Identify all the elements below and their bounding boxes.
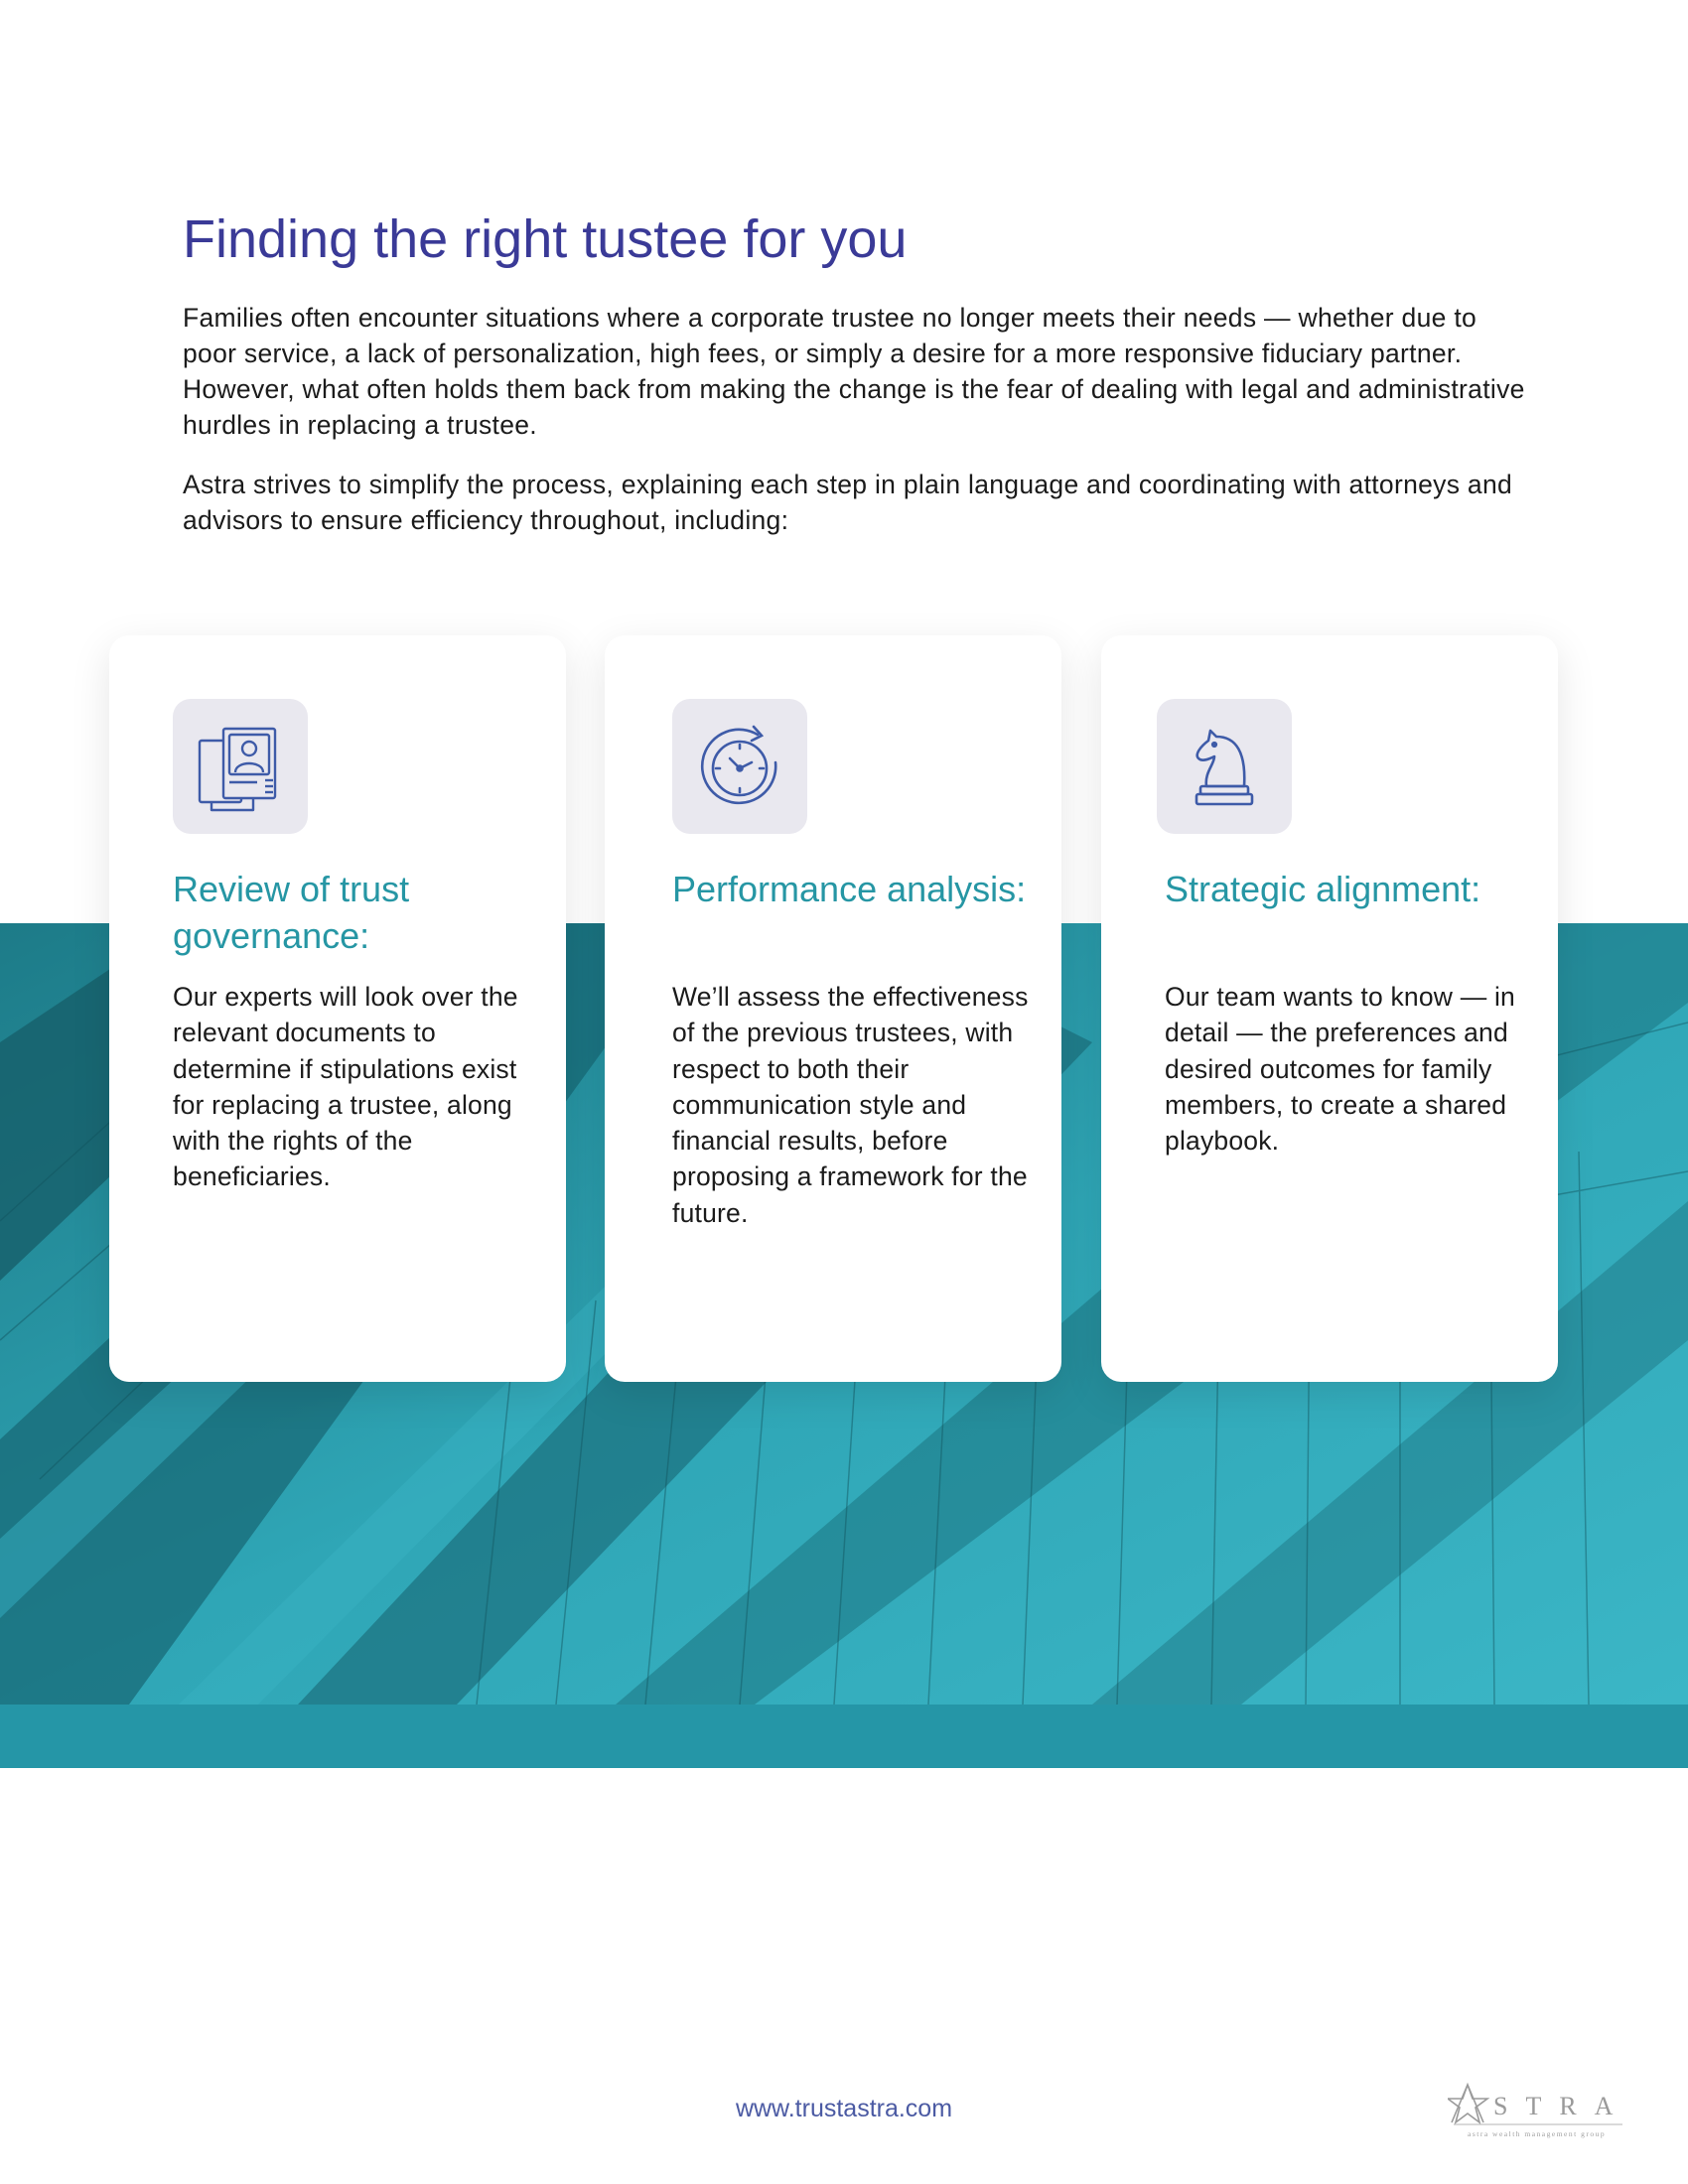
clock-refresh-icon — [692, 719, 787, 814]
card-body: We’ll assess the effectiveness of the previous trustees, with respect to both their communication style and financial results, before proposing a framework for the future. — [672, 982, 1029, 1228]
card-title: Review of trust governance: — [173, 869, 410, 956]
icon-tile — [672, 699, 807, 834]
service-card-alignment — [1101, 635, 1558, 1382]
card-body: Our team wants to know — in detail — the preferences and desired outcomes for family members, to create a shared playbook. — [1165, 982, 1515, 1157]
service-card-governance — [109, 635, 566, 1382]
icon-tile — [173, 699, 308, 834]
intro-paragraph: Families often encounter situations where a corporate trustee no longer meets their needs — whether due to poor service, a lack of personalization, high fees, or simply a desire for a more responsive fiduciary partner. However, what often holds them back from making the change is the fear of dealing with legal and administrative hurdles in replacing a trustee. — [183, 303, 1525, 440]
intro-paragraph-2: Astra strives to simplify the process, explaining each step in plain language and coordinating with attorneys and advisors to ensure efficiency throughout, including: — [183, 470, 1513, 535]
icon-tile — [1157, 699, 1292, 834]
card-title: Performance analysis: — [672, 869, 1027, 909]
website-link[interactable]: www.trustastra.com — [735, 2095, 953, 2122]
astra-logo — [1448, 2079, 1626, 2142]
logo-tagline: astra wealth management group — [1468, 2129, 1607, 2138]
service-card-performance — [605, 635, 1061, 1382]
card-title: Strategic alignment: — [1165, 869, 1481, 909]
chess-knight-icon — [1185, 719, 1264, 814]
card-body: Our experts will look over the relevant documents to determine if stipulations exist for replacing a trustee, along with the rights of the beneficiaries. — [173, 982, 518, 1192]
teal-footer-strip — [0, 1705, 1688, 1768]
page-title: Finding the right tustee for you — [183, 209, 908, 269]
logo-wordmark: STRA — [1493, 2092, 1626, 2120]
astra-logo-mark — [1448, 2079, 1626, 2142]
profile-documents-icon — [196, 719, 285, 814]
